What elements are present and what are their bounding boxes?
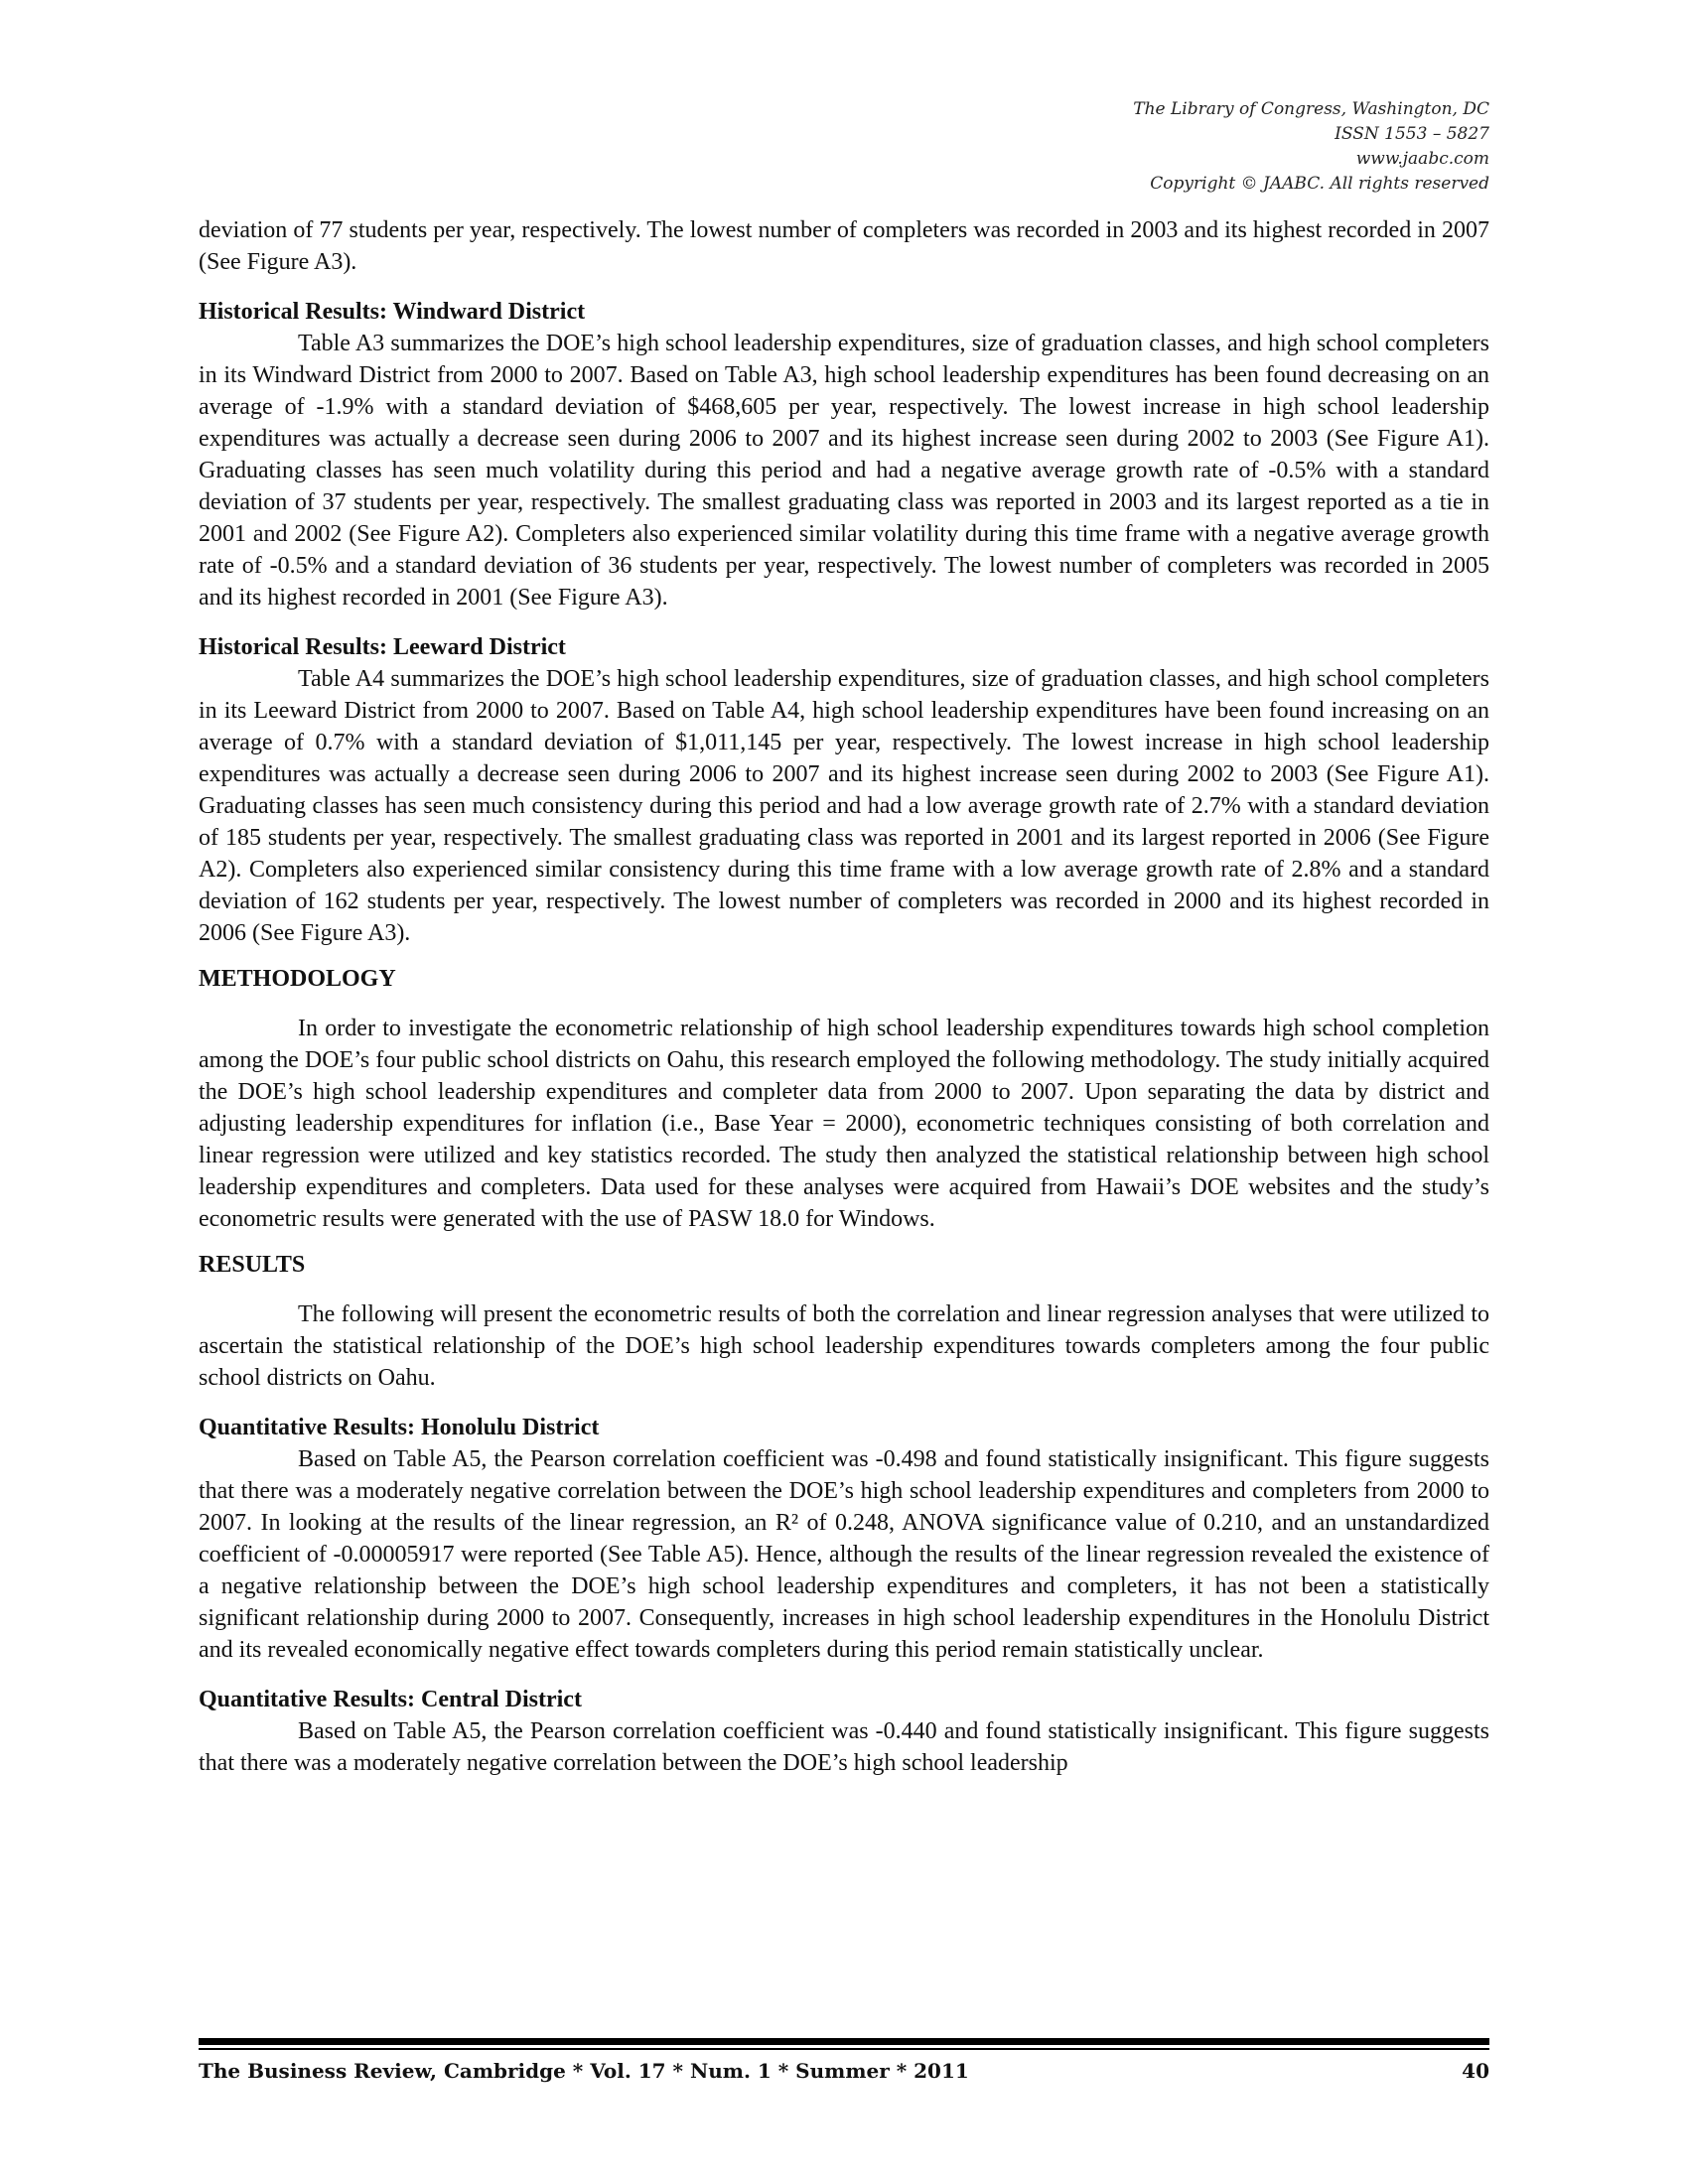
running-header (1133, 97, 1489, 197)
section-heading-leeward: Historical Results: Leeward District (199, 634, 566, 660)
section-heading-results: RESULTS (199, 1252, 306, 1278)
paragraph-windward: Table A3 summarizes the DOE’s high school leadership expenditures, size of graduation classes, and high school completers in its Windward District from 2000 to 2007. Based on Table A3, high school leadership expenditures has been found decreasing on an average of -1.9% with a standard deviation of $468,605 per year, respectively. The lowest increase in high school leadership expenditures was actually a decrease seen during 2006 to 2007 and its highest increase seen during 2002 to 2003 (See Figure A1). Graduating classes has seen much volatility during this period and had a negative average growth rate of -0.5% with a standard deviation of 37 students per year, respectively. The smallest graduating class was reported in 2003 and its largest reported as a tie in 2001 and 2002 (See Figure A2). Completers also experienced similar volatility during this time frame with a negative average growth rate of -0.5% and a standard deviation of 36 students per year, respectively. The lowest number of completers was recorded in 2005 and its highest recorded in 2001 (See Figure A3). (199, 331, 1489, 611)
header-library: The Library of Congress, Washington, DC (1133, 99, 1489, 119)
section-heading-honolulu: Quantitative Results: Honolulu District (199, 1415, 600, 1440)
paragraph-honolulu: Based on Table A5, the Pearson correlation coefficient was -0.498 and found statistically insignificant. This figure suggests that there was a moderately negative correlation between the DOE’s high school leadership expenditures and completers from 2000 to 2007. In looking at the results of the linear regression, an R² of 0.248, ANOVA significance value of 0.210, and an unstandardized coefficient of -0.00005917 were reported (See Table A5). Hence, although the results of the linear regression revealed the existence of a negative relationship between the DOE’s high school leadership expenditures and completers, it has not been a statistically significant relationship during 2000 to 2007. Consequently, increases in high school leadership expenditures in the Honolulu District and its revealed economically negative effect towards completers during this period remain statistically unclear. (199, 1446, 1489, 1663)
footer-divider-thick (199, 2038, 1489, 2045)
header-website: www.jaabc.com (1355, 149, 1489, 169)
section-heading-windward: Historical Results: Windward District (199, 299, 586, 325)
paragraph-leeward: Table A4 summarizes the DOE’s high school leadership expenditures, size of graduation classes, and high school completers in its Leeward District from 2000 to 2007. Based on Table A4, high school leadership expenditures have been found increasing on an average of 0.7% with a standard deviation of $1,011,145 per year, respectively. The lowest increase in high school leadership expenditures was actually a decrease seen during 2006 to 2007 and its highest increase seen during 2002 to 2003 (See Figure A1). Graduating classes has seen much consistency during this period and had a low average growth rate of 2.7% with a standard deviation of 185 students per year, respectively. The smallest graduating class was reported in 2001 and its largest reported in 2006 (See Figure A2). Completers also experienced similar consistency during this time frame with a low average growth rate of 2.8% and a standard deviation of 162 students per year, respectively. The lowest number of completers was recorded in 2000 and its highest recorded in 2006 (See Figure A3). (199, 666, 1489, 946)
footer-divider-thin (199, 2048, 1489, 2050)
paper-page (199, 0, 1489, 2184)
paragraph-methodology: In order to investigate the econometric relationship of high school leadership expenditures towards high school completion among the DOE’s four public school districts on Oahu, this research employed the following methodology. The study initially acquired the DOE’s high school leadership expenditures and completer data from 2000 to 2007. Upon separating the data by district and adjusting leadership expenditures for inflation (i.e., Base Year = 2000), econometric techniques consisting of both correlation and linear regression were utilized and key statistics recorded. The study then analyzed the statistical relationship between high school leadership expenditures and completers. Data used for these analyses were acquired from Hawaii’s DOE websites and the study’s econometric results were generated with the use of PASW 18.0 for Windows. (199, 1016, 1489, 1232)
body-text (199, 214, 1489, 1779)
page-number: 40 (1462, 2059, 1489, 2083)
paragraph-central: Based on Table A5, the Pearson correlation coefficient was -0.440 and found statistically insignificant. This figure suggests that there was a moderately negative correlation between the DOE’s high school leadership (199, 1718, 1489, 1776)
section-heading-methodology: METHODOLOGY (199, 966, 396, 992)
footer-journal: The Business Review, Cambridge * Vol. 17 * Num. 1 * Summer * 2011 (199, 2059, 969, 2083)
header-issn: ISSN 1553 – 5827 (1335, 124, 1489, 144)
paragraph-results: The following will present the econometric results of both the correlation and linear regression analyses that were utilized to ascertain the statistical relationship of the DOE’s high school leadership expenditures towards completers among the four public school districts on Oahu. (199, 1301, 1489, 1391)
section-heading-central: Quantitative Results: Central District (199, 1687, 582, 1712)
header-copyright: Copyright © JAABC. All rights reserved (1150, 174, 1489, 194)
continued-paragraph: deviation of 77 students per year, respectively. The lowest number of completers was recorded in 2003 and its highest recorded in 2007 (See Figure A3). (199, 217, 1489, 275)
